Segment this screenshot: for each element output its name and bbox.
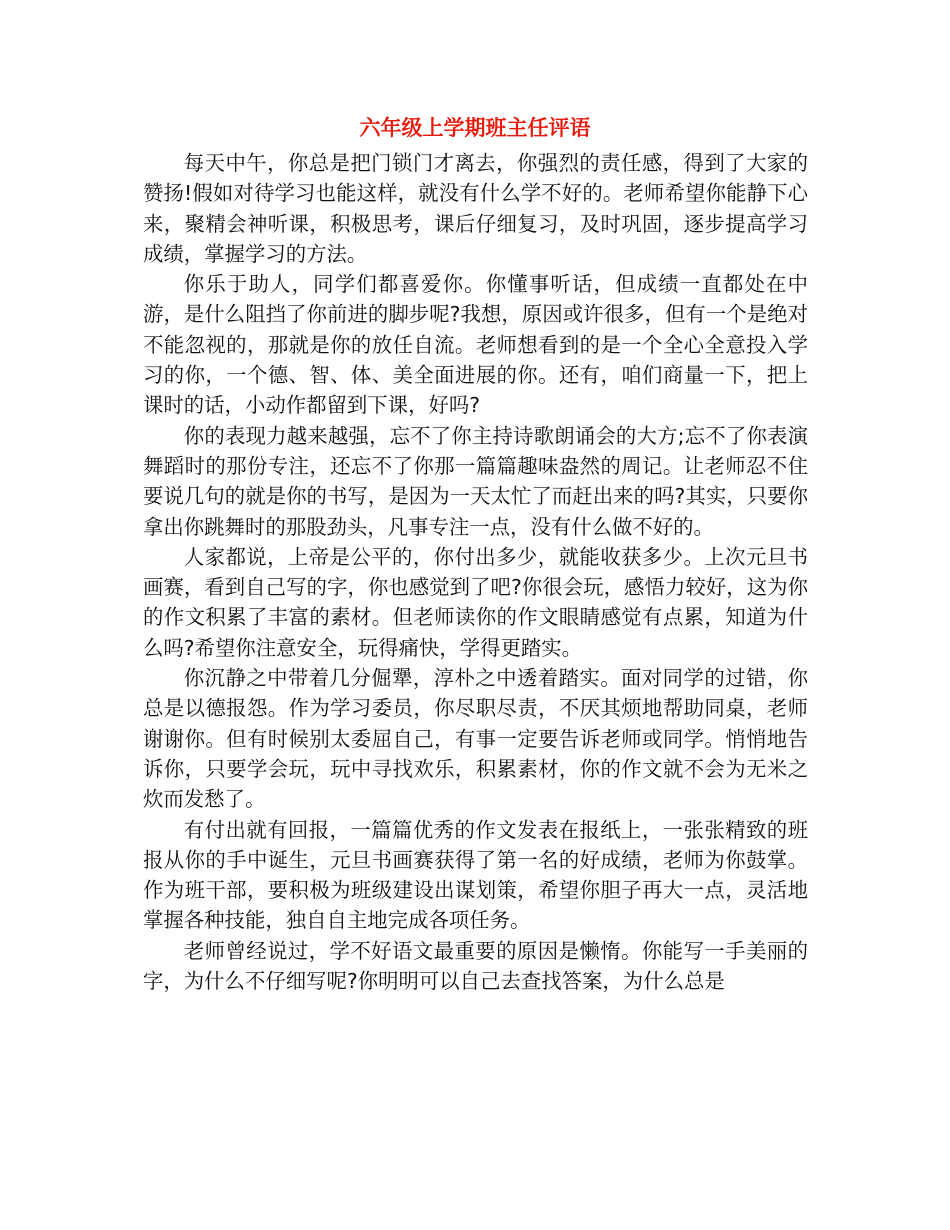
paragraph-5: 你沉静之中带着几分倔犟，淳朴之中透着踏实。面对同学的过错，你总是以德报怨。作为学习委员，你尽职尽责，不厌其烦地帮助同桌，老师谢谢你。但有时候别太委屈自己，有事一定要告诉老师或同学。悄悄地告诉你，只要学会玩，玩中寻找欢乐，积累素材，你的作文就不会为无米之炊而发愁了。	[143, 666, 808, 812]
paragraph-3: 你的表现力越来越强，忘不了你主持诗歌朗诵会的大方;忘不了你表演舞蹈时的那份专注，还忘不了你那一篇篇趣味盎然的周记。让老师忍不住要说几句的就是你的书写，是因为一天太忙了而赶出来的吗?其实，只要你拿出你跳舞时的那股劲头，凡事专注一点，没有什么做不好的。	[143, 423, 808, 539]
document-title: 六年级上学期班主任评语	[359, 115, 591, 140]
document-body	[143, 148, 808, 996]
paragraph-2: 你乐于助人，同学们都喜爱你。你懂事听话，但成绩一直都处在中游，是什么阻挡了你前进的脚步呢?我想，原因或许很多，但有一个是绝对不能忽视的，那就是你的放任自流。老师想看到的是一个全心全意投入学习的你，一个德、智、体、美全面进展的你。还有，咱们商量一下，把上课时的话，小动作都留到下课，好吗?	[143, 272, 808, 418]
paragraph-7: 老师曾经说过，学不好语文最重要的原因是懒惰。你能写一手美丽的字，为什么不仔细写呢?你明明可以自己去查找答案，为什么总是	[143, 938, 808, 994]
paragraph-4: 人家都说，上帝是公平的，你付出多少，就能收获多少。上次元旦书画赛，看到自己写的字，你也感觉到了吧?你很会玩，感悟力较好，这为你的作文积累了丰富的素材。但老师读你的作文眼睛感觉有点累，知道为什么吗?希望你注意安全，玩得痛快，学得更踏实。	[143, 544, 808, 660]
paragraph-1: 每天中午，你总是把门锁门才离去，你强烈的责任感，得到了大家的赞扬!假如对待学习也能这样，就没有什么学不好的。老师希望你能静下心来，聚精会神听课，积极思考，课后仔细复习，及时巩固，逐步提高学习成绩，掌握学习的方法。	[143, 151, 808, 266]
paragraph-6: 有付出就有回报，一篇篇优秀的作文发表在报纸上，一张张精致的班报从你的手中诞生，元旦书画赛获得了第一名的好成绩，老师为你鼓掌。作为班干部，要积极为班级建设出谋划策，希望你胆子再大一点，灵活地掌握各种技能，独自自主地完成各项任务。	[143, 817, 808, 933]
